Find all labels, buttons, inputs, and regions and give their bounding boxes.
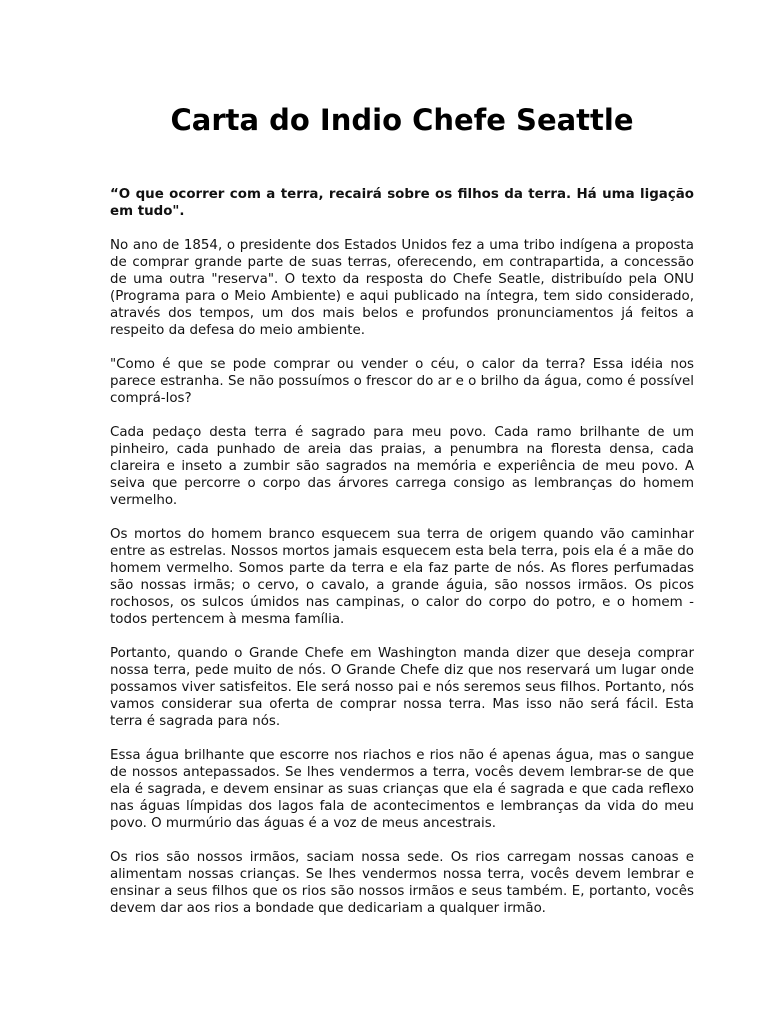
paragraph-sacred-land: Cada pedaço desta terra é sagrado para meu povo. Cada ramo brilhante de um pinheiro, cada punhado de areia das praias, a penumbra na floresta densa, cada clareira e inseto a zumbir são sagrados na memória e experiência de meu povo. A seiva que percorre o corpo das árvores carrega consigo as lembranças do homem vermelho.: [110, 425, 694, 508]
paragraph-dead: Os mortos do homem branco esquecem sua terra de origem quando vão caminhar entre as estrelas. Nossos mortos jamais esquecem esta bela terra, pois ela é a mãe do homem vermelho. Somos parte da terra e ela faz parte de nós. As flores perfumadas são nossas irmãs; o cervo, o cavalo, a grande águia, são nossos irmãos. Os picos rochosos, os sulcos úmidos nas campinas, o calor do corpo do potro, e o homem - todos pertencem à mesma família.: [110, 527, 694, 627]
document-title: Carta do Indio Chefe Seattle: [170, 103, 634, 137]
document-body: [110, 186, 694, 934]
paragraph-great-chief: Portanto, quando o Grande Chefe em Washington manda dizer que deseja comprar nossa terra, pede muito de nós. O Grande Chefe diz que nos reservará um lugar onde possamos viver satisfeitos. Ele será nosso pai e nós seremos seus filhos. Portanto, nós vamos considerar sua oferta de comprar nossa terra. Mas isso não será fácil. Esta terra é sagrada para nós.: [110, 646, 694, 729]
paragraph-intro: No ano de 1854, o presidente dos Estados Unidos fez a uma tribo indígena a proposta de comprar grande parte de suas terras, oferecendo, em contrapartida, a concessão de uma outra "reserva". O texto da resposta do Chefe Seatle, distribuído pela ONU (Programa para o Meio Ambiente) e aqui publicado na íntegra, tem sido considerado, através dos tempos, um dos mais belos e profundos pronunciamentos já feitos a respeito da defesa do meio ambiente.: [110, 238, 694, 338]
paragraph-sky: "Como é que se pode comprar ou vender o céu, o calor da terra? Essa idéia nos parece estranha. Se não possuímos o frescor do ar e o brilho da água, como é possível comprá-los?: [110, 357, 694, 406]
paragraph-water: Essa água brilhante que escorre nos riachos e rios não é apenas água, mas o sangue de nossos antepassados. Se lhes vendermos a terra, vocês devem lembrar-se de que ela é sagrada, e devem ensinar as suas crianças que ela é sagrada e que cada reflexo nas águas límpidas dos lagos fala de acontecimentos e lembranças da vida do meu povo. O murmúrio das águas é a voz de meus ancestrais.: [110, 748, 694, 831]
paragraph-rivers: Os rios são nossos irmãos, saciam nossa sede. Os rios carregam nossas canoas e alimentam nossas crianças. Se lhes vendermos nossa terra, vocês devem lembrar e ensinar a seus filhos que os rios são nossos irmãos e seus também. E, portanto, vocês devem dar aos rios a bondade que dedicariam a qualquer irmão.: [110, 850, 694, 916]
epigraph-quote: “O que ocorrer com a terra, recairá sobre os filhos da terra. Há uma ligação em tudo".: [110, 187, 694, 219]
